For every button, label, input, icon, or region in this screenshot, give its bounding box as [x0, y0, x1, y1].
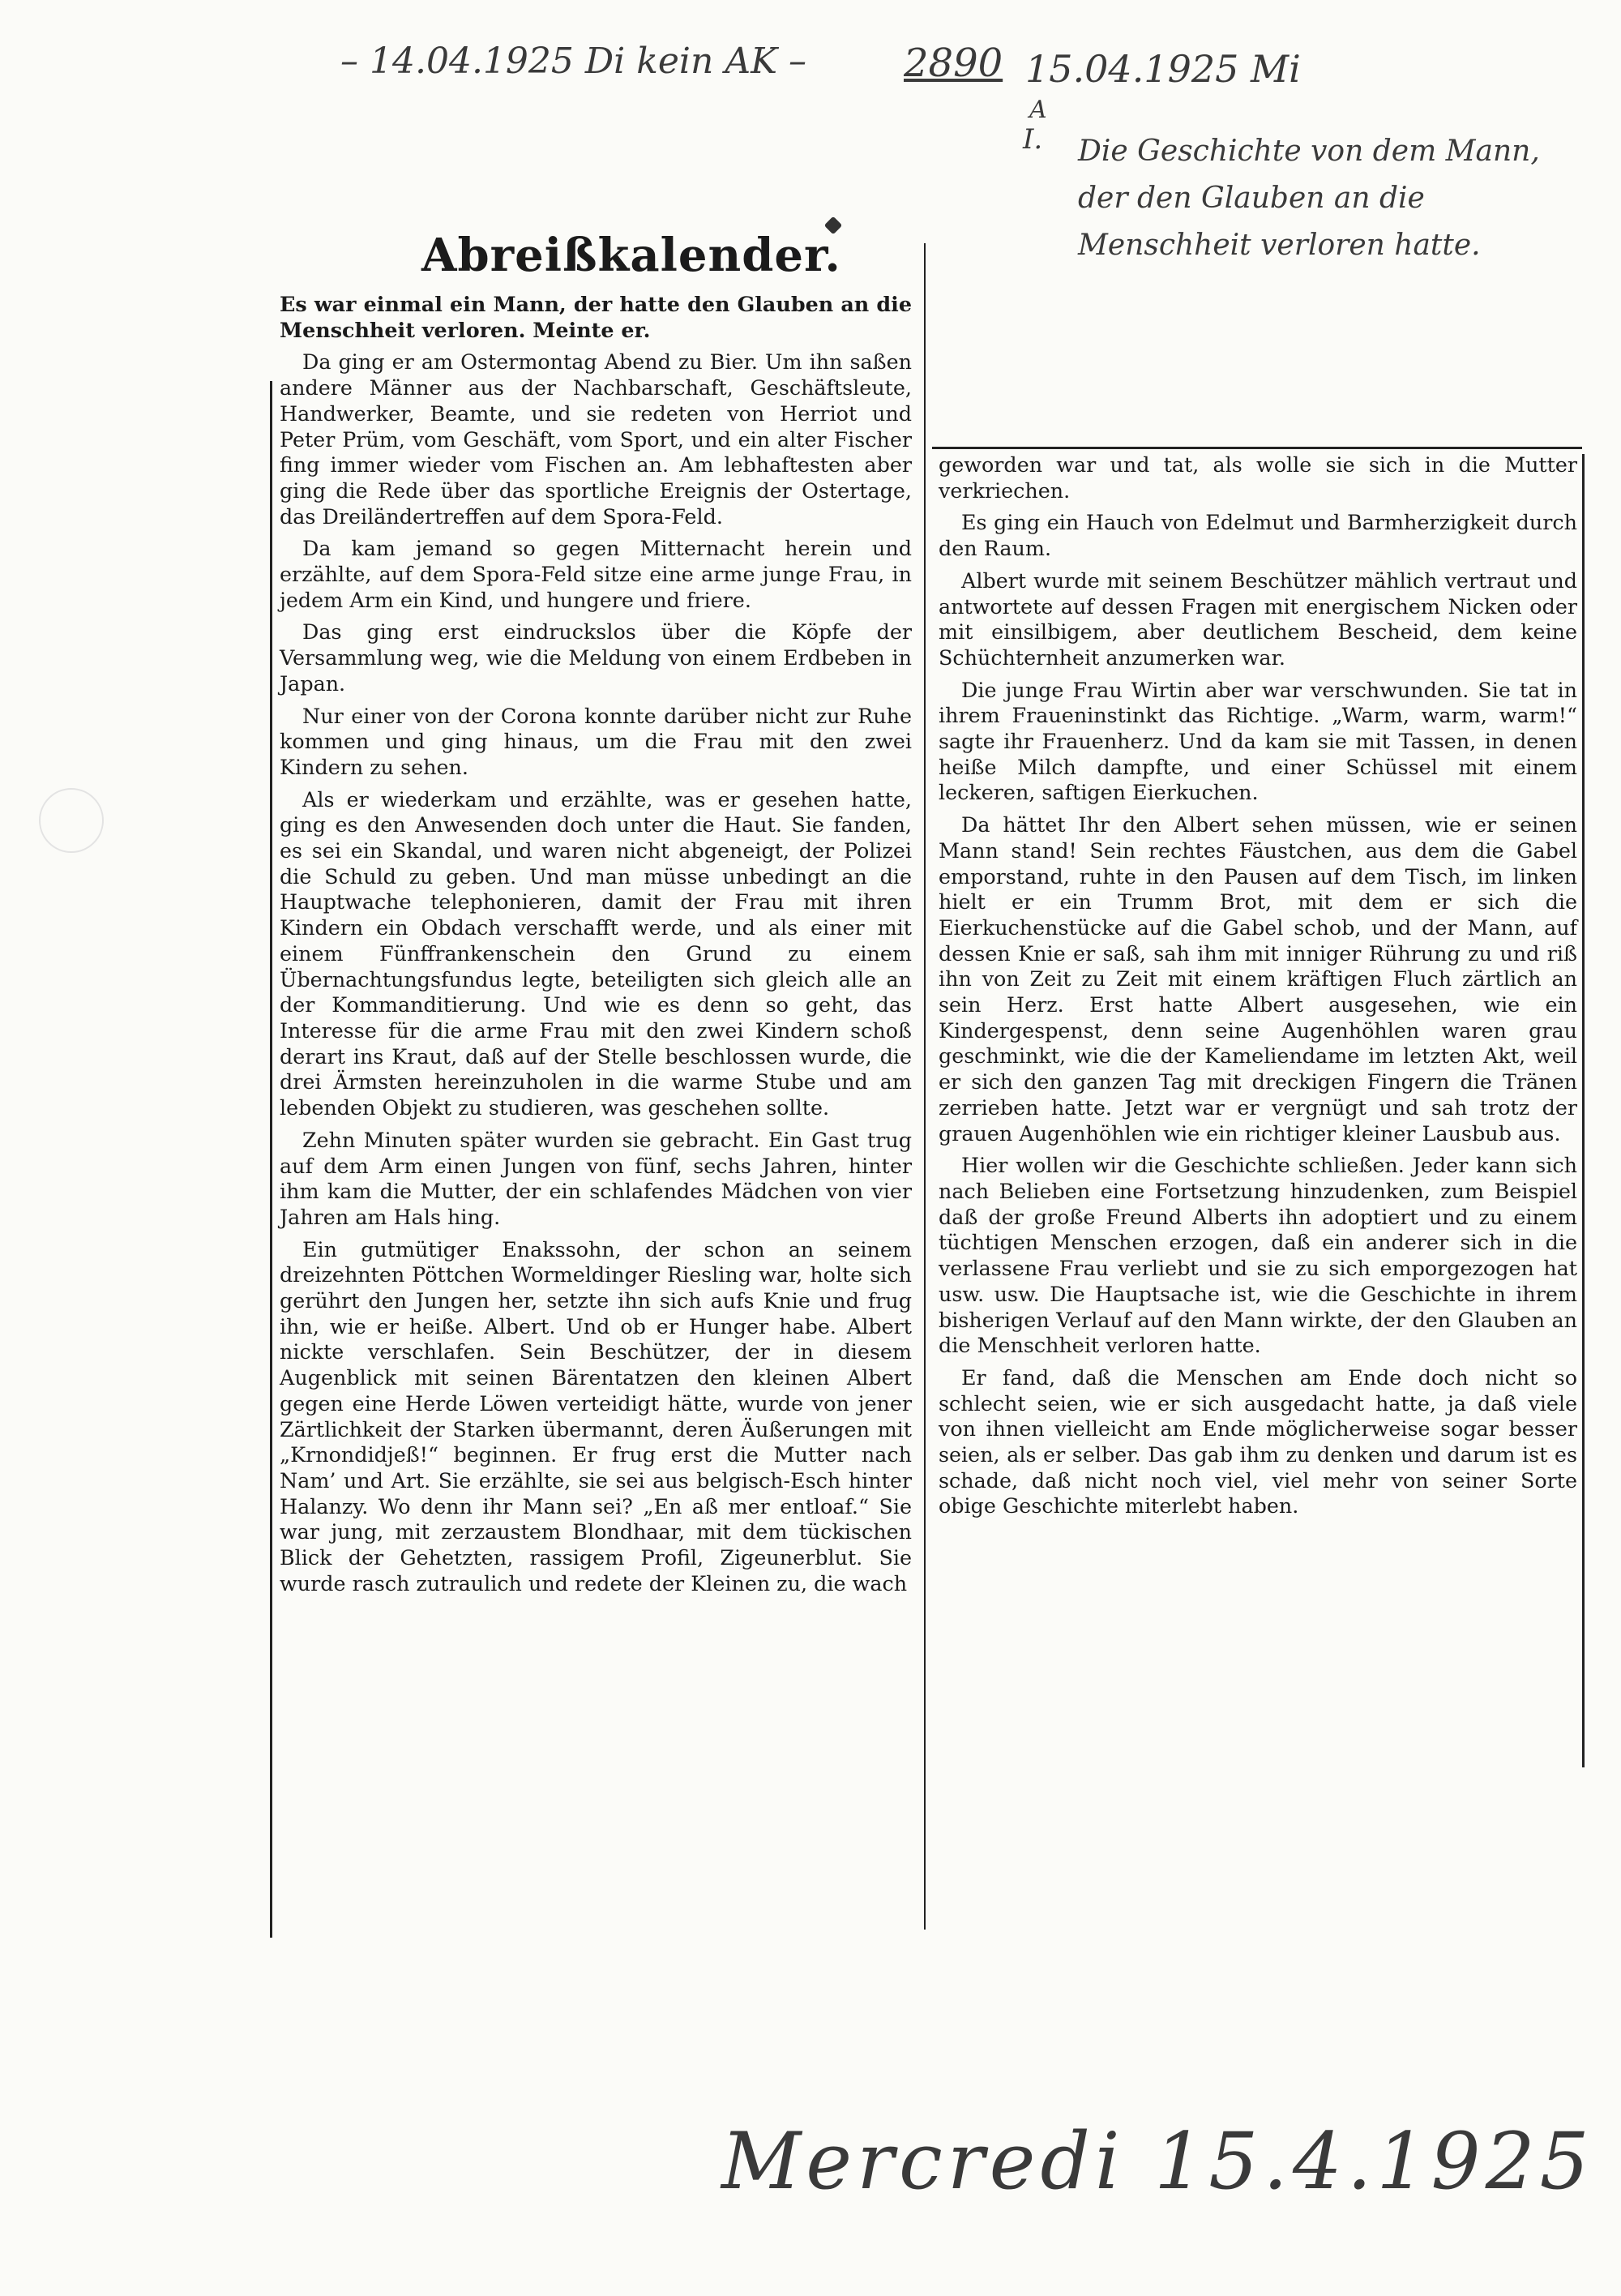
paragraph: Zehn Minuten später wurden sie gebracht. Ein Gast trug auf dem Arm einen Jungen von fünf, sechs Jahren, hinter ihm kam die Mutter, der ein schlafendes Mädchen von vier Jahren am Hals hing.: [280, 1127, 912, 1229]
handwritten-marker-a: A: [1029, 96, 1047, 124]
handwritten-date-note: – 14.04.1925 Di kein AK –: [340, 41, 806, 82]
paragraph: Hier wollen wir die Geschichte schließen. Jeder kann sich nach Belieben eine Fortsetzung hinzudenken, zum Beispiel daß der große Freund Alberts ihn adoptiert und zu einem tüchtigen Menschen erzogen, daß ein anderer sich in die verlassene Frau verliebt und sie zu sich emporgezogen hat usw. usw. Die Hauptsache ist, wie die Geschichte in ihrem bisherigen Verlauf auf den Mann wirkte, der den Glauben an die Menschheit verloren hatte.: [939, 1153, 1577, 1358]
article-column-left: [280, 292, 912, 1603]
article-column-right: [939, 452, 1577, 1526]
paragraph: Er fand, daß die Menschen am Ende doch nicht so schlecht seien, wie er sich ausgedacht hatte, ja daß viele von ihnen vielleicht am Ende möglicherweise sogar besser seien, als er selber. Das gab ihm zu denken und darum ist es schade, daß nicht noch viel, viel mehr von seiner Sorte obige Geschichte miterlebt haben.: [939, 1364, 1577, 1519]
binder-hole: [39, 788, 104, 853]
column-rule-top: [932, 447, 1582, 449]
column-rule-left: [270, 381, 272, 1938]
paragraph: Da kam jemand so gegen Mitternacht herein und erzählte, auf dem Spora-Feld sitze eine arme junge Frau, in jedem Arm ein Kind, und hungere und friere.: [280, 536, 912, 612]
paragraph: Die junge Frau Wirtin aber war verschwunden. Sie tat in ihrem Fraueninstinkt das Richtige. „Warm, warm, warm!“ sagte ihr Frauenherz. Und da kam sie mit Tassen, in denen heiße Milch dampfte, und einer Schüssel mit einem leckeren, saftigen Eierkuchen.: [939, 677, 1577, 805]
handwritten-archive-number: 2890: [904, 41, 1003, 86]
paragraph: Ein gutmütiger Enakssohn, der schon an seinem dreizehnten Pöttchen Wormeldinger Riesling war, holte sich gerührt den Jungen her, setzte ihn sich aufs Knie und frug ihn, wie er heiße. Albert. Und ob er Hunger habe. Albert nickte verschlafen. Sein Beschützer, der in diesem Augenblick mit seinen Bärentatzen den kleinen Albert gegen eine Herde Löwen verteidigt hätte, wurde von jener Zärtlichkeit der Starken übermannt, deren Äußerungen mit „Krnondidjeß!“ beginnen. Er frug erst die Mutter nach Nam’ und Art. Sie erzählte, sie sei aus belgisch-Esch hinter Halanzy. Wo denn ihr Mann sei? „En aß mer entloaf.“ Sie war jung, mit zerzaustem Blondhaar, mit dem tückischen Blick der Gehetzten, rassigem Profil, Zigeunerblut. Sie wurde rasch zutraulich und redete der Kleinen zu, die wach: [280, 1236, 912, 1596]
column-rule-right: [1582, 454, 1585, 1767]
paragraph: Nur einer von der Corona konnte darüber nicht zur Ruhe kommen und ging hinaus, um die Frau mit den zwei Kindern zu sehen.: [280, 703, 912, 779]
paragraph: Albert wurde mit seinem Beschützer mählich vertraut und antwortete auf dessen Fragen mit energischem Nicken oder mit einsilbigem, aber deutlichem Bescheid, dem keine Schüchternheit anzumerken war.: [939, 568, 1577, 670]
paragraph: Es ging ein Hauch von Edelmut und Barmherzigkeit durch den Raum.: [939, 510, 1577, 561]
handwritten-marker-i: I.: [1023, 123, 1043, 156]
column-rule-middle: [924, 243, 926, 1930]
handwritten-summary-note: Die Geschichte von dem Mann, der den Glauben an die Menschheit verloren hatte.: [1078, 135, 1540, 262]
paragraph: geworden war und tat, als wolle sie sich in die Mutter verkriechen.: [939, 452, 1577, 503]
paragraph: Da ging er am Ostermontag Abend zu Bier. Um ihn saßen andere Männer aus der Nachbarschaft, Geschäftsleute, Handwerker, Beamte, und sie redeten von Herriot und Peter Prüm, vom Geschäft, vom Sport, und ein alter Fischer fing immer wieder vom Fischen an. Am lebhaftesten aber ging die Rede über das sportliche Ereignis der Ostertage, das Dreiländertreffen auf dem Spora-Feld.: [280, 349, 912, 529]
paragraph: Es war einmal ein Mann, der hatte den Glauben an die Menschheit verloren. Meinte er.: [280, 292, 912, 342]
handwritten-top-date: 15.04.1925 Mi: [1025, 47, 1301, 91]
paragraph: Das ging erst eindruckslos über die Köpfe der Versammlung weg, wie die Meldung von einem Erdbeben in Japan.: [280, 619, 912, 696]
paragraph: Da hättet Ihr den Albert sehen müssen, wie er seinen Mann stand! Sein rechtes Fäustchen, aus dem die Gabel emporstand, ruhte in den Pausen auf dem Tisch, im linken hielt er ein Trumm Brot, mit dem er sich die Eierkuchenstücke auf die Gabel schob, und der Mann, auf dessen Knie er saß, sah ihm mit inniger Rührung zu und riß ihn von Zeit zu Zeit mit einem kräftigen Fluch zärtlich an sein Herz. Erst hatte Albert ausgesehen, wie ein Kindergespenst, denn seine Augenhöhlen waren grau geschminkt, wie die der Kameliendame im letzten Akt, weil er sich den ganzen Tag mit dreckigen Fingern die Tränen zerrieben hatte. Jetzt war er vergnügt und sah trotz der grauen Augenhöhlen wie ein richtiger kleiner Lausbub aus.: [939, 812, 1577, 1146]
article-title: Abreißkalender.: [421, 229, 841, 282]
paragraph: Als er wiederkam und erzählte, was er gesehen hatte, ging es den Anwesenden doch unter die Haut. Sie fanden, es sei ein Skandal, und waren nicht abgeneigt, der Polizei die Schuld zu geben. Und man müsse unbedingt an die Hauptwache telephonieren, damit der Frau mit ihren Kindern ein Obdach verschafft werde, und als einer mit einem Fünffrankenschein den Grund zu einem Übernachtungsfundus legte, beteiligten sich gleich alle an der Kommanditierung. Und wie es denn so geht, das Interesse für die arme Frau mit den zwei Kindern schoß derart ins Kraut, daß auf der Stelle beschlossen wurde, die drei Ärmsten hereinzuholen in die warme Stube und am lebenden Objekt zu studieren, was geschehen sollte.: [280, 786, 912, 1120]
handwritten-bottom-date: Mercredi 15.4.1925: [721, 2116, 1594, 2207]
